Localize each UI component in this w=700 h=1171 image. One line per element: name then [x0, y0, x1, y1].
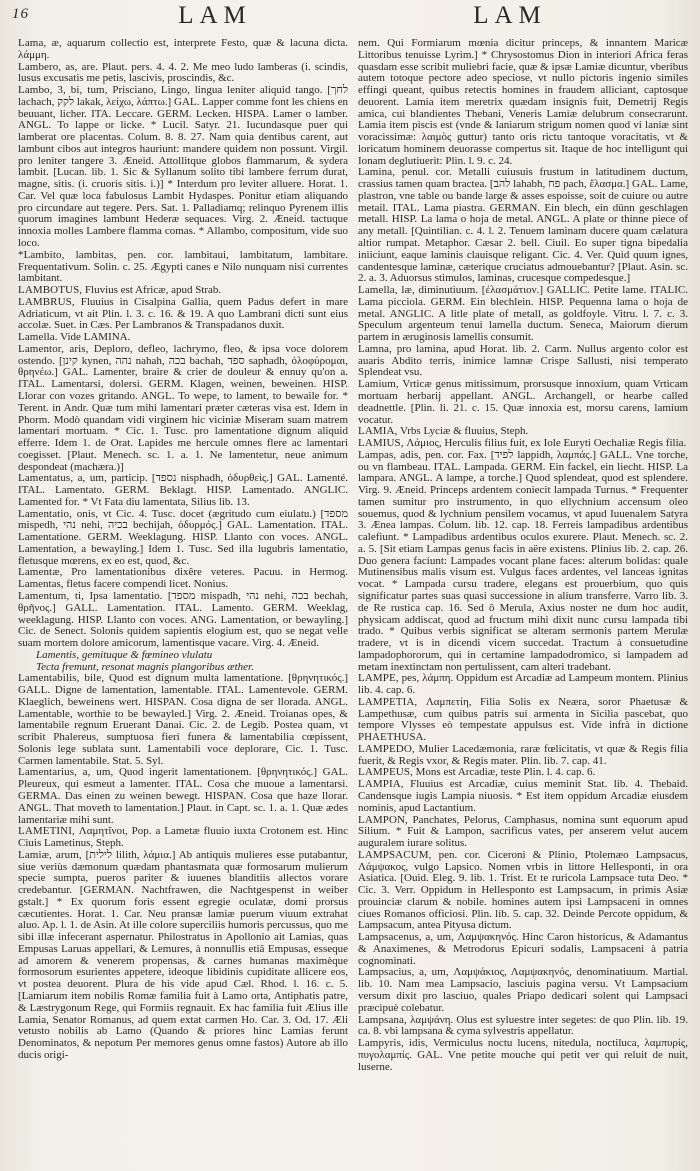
dictionary-entry [18, 85, 348, 250]
entry-headword: LAMIUS, [358, 437, 404, 450]
entry-headword: Lambo, 3, bi, tum, [18, 84, 108, 97]
dictionary-entry [18, 567, 348, 591]
dictionary-entry [358, 850, 688, 932]
entry-text: Mons est Arcadiæ, teste Plin. l. 4. cap. 6. [415, 766, 596, 779]
entry-headword: LAMPEUS, [358, 766, 413, 779]
dictionary-entry [358, 450, 688, 674]
entry-text: aquarum collectio est, interprete Festo, quæ & lacuna dicta. λάμμη. [18, 38, 348, 61]
entry-text: Λαμητῖνοι, Pop. a Lametæ fluuio iuxta Crotonem est. Hinc Ciuis Lametinus, Steph. [18, 825, 348, 850]
dictionary-entry [358, 38, 688, 167]
entry-headword: Lamella, læ, [358, 284, 415, 297]
dictionary-entry [358, 379, 688, 426]
dictionary-entry [18, 850, 348, 1062]
entry-text: Panchates, Pelorus, Camphasus, nomina sunt equorum apud Silium. * Fuit & Lampon, sacrificus vates, per anserem velut aucem auguralem iurare solitus. [358, 813, 688, 850]
running-head-right: LAM [473, 2, 547, 29]
dictionary-entry [358, 1038, 688, 1073]
entry-headword: Lambero, as, are. [18, 60, 99, 73]
entry-headword: Lampsacenus, a, um, [358, 931, 454, 944]
entry-text: pen. cor. Fax. [לפיד lappidh, λαμπάς.] GALL. Vne torche, ou vn flambeau. ITAL. Lampada. GERM. Ein fackel, ein liecht. HISP. La lampara. ANGL. A lampe, a torche.] Quod splendeat, quod est splendere. Virg. 9. Æneid. Princeps ardentem coniecit lampada Turnus. * Frequenter tamen sumitur pro instrumento, in quo ellychnium accensum oleo souemus, quod & lychnium pensilem vocamus, vt apud Iuuenalem Satyra 3. Ænea lampas. Colum. lib. 12. cap. 18. Ferreis lampadibus ardentibus calefiunt. * Lampadibus ardentibus oculos exurere. Plaut. Menech. sc. 2. a. 5. [Sit etiam Lampas genus facis in aëre existens. Plinius lib. 2. cap. 26. Duo genera faciunt: Lampades vocant plane faces: alterum bolidas: quale Mutinensibus malis visum est. Vulgus faces ardentes, vel lanceas ignitas vocat. * Lampada cursu tradere, elegans est prouerbium, quo quis significatur partes suas quasi successione in alium transferre. Varro lib. 3. de Re rustica cap. 16. Sed ô Merula, Axius noster ne dum hoc audit, physicam addiscat, quod ad fructum mihi dixit nunc cursu lampada tibi trado. * Quibus verbis significat se alteram sermonis partem Merulæ tradere, vt is in dicendi vicem succedat. Tractum à consuetudine lampadophororum, qui in certamine lampadodromico, si lampadem ad metam inextinctam non pertulissent, cam alteri tradebant. [358, 448, 688, 673]
dictionary-entry [18, 767, 348, 826]
entry-text: λάμπη. Oppidum est Arcadiæ ad Lampeum montem. Plinius lib. 4. cap. 6. [358, 672, 688, 697]
entry-text: Λαμψάκιος, Λαμψακηνός, denominatiuum. Martial. lib. 10. Nam mea Lampsacio, lasciuis pagina versu. Vt Lampsacium versum dixit pro lasciuo, quales Priapo dedicari solent qui Lampsaci præcipuè colebatur. [358, 966, 688, 1014]
entry-headword: Lamna, [358, 342, 392, 355]
right-column [358, 38, 688, 1164]
entry-text: Deploro, defleo, lachrymo, fleo, & ipsa voce dolorem ostendo. [קינן kynen, נהה nahah, בכה bachah, ספד saphadh, ὀλοφύρομαι, θρηνέω.] GAL. Lamenter, braire & crier de douleur & ennuy qu'on a. ITAL. Lamentarsi, dolersi. GERM. Klagen, weinen, beweinen. HISP. Llorar con vozes gritando. ANGL. To wepe, to lament, to bewaile for. * Terent. in Andr. Quæ tum mihi lamentari præter cæteras visa est. Idem in Phorm. Modò quandam vidi virginem hic viciniæ Miseram suam matrem lamentari mortuam. * Cic. 1. Tusc. pro lamentatione dignum aliquid efferre. Idem 1. de Orat. Lapides me hercule omnes flere ac lamentari coegisset. [Plaut. Menech. sc. 1. a. 1. Ne lamentetur, neue animum despondeat (machæra.)] [18, 342, 348, 473]
entry-text: diminutiuum. [ἐλασμάτιον.] GALLIC. Petite lame. ITALIC. Lama picciola. GERM. Ein blechlein. HISP. Pequenna lama o hoja de metal. ANGLIC. A litle plate of metall, as goldfoyle. Vitru. l. 7. c. 3. Speculum argenteum tenui lamella ductum. Seneca, Maiorum dierum partem in æruginosis lamellis consumit. [358, 284, 688, 344]
left-column [18, 38, 348, 1164]
entry-text: Pro lamentationibus dixêre veteres. Pacuu. in Hermog. Lamentas, fletus facere compendi licet. Nonius. [18, 566, 348, 591]
entry-headword: LAMBOTUS, [18, 284, 83, 297]
entry-headword: LAMETINI, [18, 825, 75, 838]
entry-text: Mulier Lacedæmonia, raræ fœlicitatis, vt quæ & Regis filia fuerit, & Regis vxor, & Regis mater. Plin. lib. 7. cap. 41. [358, 742, 688, 767]
dictionary-entry [358, 1015, 688, 1039]
dictionary-entry [358, 744, 688, 768]
dictionary-entry [358, 932, 688, 967]
entry-headword: LAMIA, [358, 425, 398, 438]
entry-text: Vide LAMINA. [60, 331, 131, 344]
entry-headword: Lamina, [358, 166, 396, 179]
entry-headword: Lampsana, [358, 1013, 407, 1026]
dictionary-entry [358, 815, 688, 850]
entry-headword: Lamentabilis, bile, [18, 672, 105, 685]
entry-headword: LAMPIA, [358, 778, 404, 791]
entry-text: Fluuius in Cisalpina Gallia, quem Padus defert in mare Adriaticum, vt ait Plin. l. 3. c. 16. & 19. A quo Lambrani dicti sunt eius accolæ. Suet. in Cæs. Per Lambranos & Transpadanos duxit. [18, 295, 348, 332]
dictionary-entry [18, 673, 348, 767]
dictionary-entry [358, 167, 688, 285]
dictionary-entry [18, 509, 348, 568]
dictionary-entry [18, 62, 348, 86]
dictionary-entry [18, 38, 348, 62]
entry-headword: LAMPSACUM, [358, 848, 432, 861]
verse-line: Tecta fremunt, resonat magnis plangoribus æther. [36, 660, 254, 673]
dictionary-entry [18, 591, 348, 650]
entry-text: vt Cic. 4. Tusc. docet (ægritudo cum eiulatu.) [מספד mispedh, נהי nehi, בכיה bechijah, ὀδυρμός.] GAL. Lamentation. ITAL. Lamentatione. GERM. Weeklagung. HISP. Llanto con voces. ANGL. Lamentation, a bewayling.] Idem 1. Tusc. Sed illa lugubris lamentatio, fletusque mœrens, ex eo est, quod, &c. [18, 507, 348, 567]
entry-text: Quod ingerit lamentationem. [θρηνητικός.] GAL. Pleureux, qui esmeut a lamenter. ITAL. Cosa che muoue a lamentarsi. GERMA. Das einen zu weinen bewegt. HISPAN. Cosa que haze llorar. ANGL. That moveth to lamentation.] Plaut. in Capt. sc. 1. a. 1. Quæ ædes lamentariæ mihi sunt. [18, 766, 348, 826]
entry-headword: Lamium, [358, 378, 399, 391]
entry-headword: Lamiæ, arum, [18, 848, 82, 861]
entry-text: Plaut. pers. 4. 4. 2. Me meo ludo lamberas (i. scindis, lusus excusatis me petis, lascivis, proscindis, &c. [18, 60, 348, 85]
entry-text: Ipsa lamentatio. [מספד mispadh, נהי nehi, בכה bechah, θρῆνος.] GALL. Lamentation. ITAL. Lamento. GERM. Weeklag, weeklagung. HISP. Llanto con voces. ANG. Lamentation, or bewayling.] Cic. de Senect. Solonis quidem sapientis elogium est, quo se negat velle suam mortem dolore amicorum, lamentisque vacare. Virg. 4. Æneid. [18, 589, 348, 650]
entry-text: λαμψάνη. Olus est syluestre inter segetes: de quo Plin. lib. 19. ca. 8. vbi lampsana & cyma sylvestris appellatur. [358, 1013, 688, 1038]
entry-text: pen. cor. Ciceroni & Plinio, Ptolemæo Lampsacus, Λάμψακος, vulgo Lapsico. Nomen vrbis in littore Hellesponti, in ora Asiatica. [Ouid. Eleg. 9. lib. 1. Trist. Et te ruricola Lampsace tuta Deo. * Cic. 3. Verr. Oppidum in Hellesponto est Lampsacum, in primis Asiæ prouinciæ clarum & nobile. homines autem ipsi Lampsaceni in omnes ciues Romanos officiosi. Plin. lib. 5. cap. 32. Deinde Percote oppidum, & Lampsacum, antea Pityusa dictum. [358, 848, 688, 932]
dictionary-entry [18, 826, 348, 850]
dictionary-entry [358, 344, 688, 379]
entry-text: Vermiculus noctu lucens, nitedula, noctiluca, λαμπυρίς, πυγολαμπίς. GAL. Vne petite mouche qui petit ver qui reluit de nuit, luserne. [358, 1037, 688, 1073]
entry-text: Quod est dignum multa lamentatione. [θρηνητικός.] GALL. Digne de lamentation, lamentable. ITAL. Lamentevole. GERM. Klaeglich, beweinens wert. HISPAN. Cosa digna de ser llorada. ANGL. Lamentable, worthie to be bewayled.] Virg. 2. Æneid. Troianas opes, & lamentabile regnum Eruerant Danai. Cic. 2. de Legib. Postea quam, vt scribit Phalereus, sumptuosa fieri funera & lamentabilia cœpissent, Solonis lege sublata sunt. Lamentabili voce deplorare, Cic. 1. Tusc. Carmen lamentabile. Stat. 5. Syl. [18, 672, 348, 767]
entry-headword: *Lambito, lambitas, [18, 248, 117, 261]
verse-line: Lamentis, gemituque & fœmineo vlulatu [36, 648, 213, 661]
entry-headword: Lamentatus, a, um, [18, 472, 107, 485]
entry-text: Λαμψακηνός. Hinc Caron historicus, & Adamantus & Anaximenes, & Metrodorus Epicuri sodalis, Lampsaceni à patria cognominati. [358, 931, 688, 967]
entry-text: [לילית lilith, λάμια.] Ab antiquis mulieres esse putabantur, siue veriùs dæmonum quædam phantasmata quæ formosarum mulierum specie sumpta, pueros pariter & iuuenes blanditiis allectos vorare credebantur. [GERMAN. Nachtfrawen, die Nachtgespenst in weiber gstalt.] * Ex quorum foris essent egregie oculatæ, domi prorsus cæcutientes. Horat. 1. Car. Neu pransæ lamiæ puerum viuum extrahat aluo. Ap. l. 1. de Asin. At ille colore superciliis humoris percussus, quo me sibi illæ infecerant aspernatur. Philostratus in Apollonio ait Lamias, quas Empusas Laruas appellari, & Lemures, à nonnullis etiã Empusas, esseque ad amorem & venerem propensas, & carnes humanas maximèque formosorum esurientes appetere, ideoque libidinis cupiditate allicere eos, vt postea deuorent. Plura de his vide apud Cæl. Rhod. l. 16. c. 5. [Lamiarum item nobilis Romæ familia fuit à Lamo orta, Antiphatis patre, & Læstrygonum Rege, qui Formiis regnauit. Ex hac familia fuit Ælius ille Lamia, Senator Romanus, ad quem extat carmen Ho. Car. 3. Od. 17. Æli vetusto nobilis ab Lamo (Quando & priores hinc Lamias ferunt Denominatos, & nepotum Per memores genus omne fastos) Autore ab illo ducis origi- [18, 848, 348, 1061]
entry-text: Vrbs Lyciæ & fluuius, Steph. [399, 425, 529, 438]
entry-text: Fluvius est Africæ, apud Strab. [84, 284, 222, 297]
entry-headword: LAMPON, [358, 813, 408, 826]
entry-text: Prisciano, Lingo, lingua leniter aliquid tango. [לחך lachach, לקק lakak, λείχω, λάπτω.] GAL. Lapper comme font les chiens en beuuant, licher. ITA. Leccare. GERM. Lecken. HISPA. Lamer o lamber. ANGL. To lappe or licke. * Lucil. Satyr. 21. Iucundasque puer qui lamberat ore placentas. Colum. 8. 8. 27. Nam quia dentibus carent, aut lambunt cibos aut integros hauriunt: mandere quidem non possunt. Virgil. pro leniter tangere 3. Æneid. Attollitque globos flammarum, & sydera lambit. [Lucan. lib. 1. Sic & Syllanum solito tibi lambere ferrum durat, magne, sitis. (i. cruoris sitis. i.)] * Interdum pro leviter alluere. Horat. 1. Car. Vel quæ loca fabulosus Lambit Hydaspes. Ponitur etiam aliquando pro circundare aut tegere. Pers. Sat. 1. Palladiamq; relinquo Pyrenem illis quorum imagines lambunt Hederæ sequaces. Virg. 2. Æneid. tactuque innoxia molles Lambere flamma comas. * Allambo, compositum, vide suo loco. [18, 84, 348, 250]
entry-text: penul. cor. Metalli cuiusuis frustum in latitudinem ductum, crassius tamen quam bractea. [להב lahabh, פח pach, ἔλασμα.] GAL. Lame, plastron, vne table ou bande large & asses espoisse, soit de cuiure ou autre metail. ITAL. Lama piastra. GERMAN. Ein blech, ein dünn geschlagen metall. HISP. La lama o hoja de metal. ANGL. A plate or thinne piece of any metall. [Quintilian. c. 4. l. 2. Tenuem laminam ducere quam cælatura altior rumpat. Metaphor. Cæsar 2. bell. Ciuil. Eo super tigna bipedalia iniiciunt, eaque laminis clauisque religant. Cic. 4. Ver. Quid quum ignes, candentesque laminæ, cæterique cruciatus admouebantur? [Plaut. Asin. sc. 2. a. 3. Aduorsus stimulos, laminas, crucesque compedesque.] [358, 166, 688, 285]
entry-headword: Lamentæ, [18, 566, 63, 579]
dictionary-entry [18, 250, 348, 285]
entry-text: Vrticæ genus mitissimum, prorsusque innoxium, quam Vrticam mortuam herbarij appellant. ANGL. Archangell, or hearbe called deadnettle. [Plin. li. 21. c. 15. Quæ innoxia est, morsu carens, lamium vocatur. [358, 378, 688, 426]
dictionary-entry [18, 297, 348, 332]
entry-headword: LAMPEDO, [358, 742, 415, 755]
entry-text: nem. Qui Formiarum mœnia dicitur princeps, & innantem Maricæ Littoribus tenuisse Lyrim.] * Chrysostomus Dion in interiori Africa feras quasdam esse scribit muliebri facie, quæ & ipsæ Lamiæ dicuntur, vberibus autem totoque pectore adeo speciose, vt nullo pictoris ingenio similes effingi queant, quibus retectis homines in fraudem alliciant, captosque deuorent. Lamia item meretrix quædam insignis fuit, Demetrij Regis amica, cui blandientes Thebani, Veneris Lamiæ delubrum consecrarunt. Lamia item piscis est (vnde & laniarum strigum nomen quod vi laniæ sint voracissimæ: λαιμὸς guttur) tanto oris rictu tantoque voracitatis, vt & loricatum hominem deuorasse compertus sit. Itaque de hoc intelligunt qui Ionam deglutiuerit: Plin. l. 9. c. 24. [358, 38, 688, 167]
entry-text: Λάμιος, Herculis filius fuit, ex Iole Euryti Oechaliæ Regis filia. [406, 437, 687, 450]
entry-headword: LAMPETIA, [358, 695, 418, 708]
entry-text: particip. [נספד nisphadh, ὀδυρθεὶς.] GAL. Lamenté. ITAL. Lamentato. GERM. Beklagt. HISP. Lamentado. ANGLIC. Lamented for. * Vt Fata diu lamentata, Silius lib. 13. [18, 472, 348, 508]
entry-text: Fluuius est Arcadiæ, cuius meminit Stat. lib. 4. Thebaid. Candensque iugis Lampia niuosis. * Est item oppidum Arcadiæ eiusdem nominis, apud Lactantium. [358, 778, 688, 814]
entry-headword: Lampsacius, a, um, [358, 966, 449, 979]
entry-headword: Lampyris, idis, [358, 1037, 429, 1050]
dictionary-entry [358, 967, 688, 1014]
entry-text: pro lamina, apud Horat. lib. 2. Carm. Nullus argento color est auaris Abdito terris, inimice lamnæ Crispe Sallusti, nisi temperato Splendeat vsu. [358, 342, 688, 379]
entry-headword: Lamentum, ti, [18, 589, 85, 602]
entry-headword: Lamentarius, a, um, [18, 766, 114, 779]
entry-headword: LAMPE, pes, [358, 672, 420, 685]
entry-headword: Lampas, adis, [358, 448, 422, 461]
dictionary-entry [358, 285, 688, 344]
verse-quotation [18, 650, 348, 674]
entry-headword: Lamella. [18, 331, 58, 344]
page-number: 16 [12, 6, 29, 22]
dictionary-entry [358, 673, 688, 697]
entry-text: pen. cor. lambitaui, lambitatum, lambitare. Frequentativum. Solin. c. 25. Ægypti canes e Nilo nunquam nisi currentes lambitant. [18, 248, 348, 285]
entry-headword: Lamentor, aris, [18, 342, 89, 355]
entry-headword: Lamentatio, onis, [18, 507, 99, 520]
dictionary-entry [358, 697, 688, 744]
entry-text: Λαμπετίη, Filia Solis ex Neæra, soror Phaetusæ & Lampethusæ, cum quibus patris sui armenta in Sicilia pascebat, quo tempore Vlysses eò tempestate appulsus est. Vide infrà in dictione PHAETHUSA. [358, 695, 688, 744]
running-head-left: LAM [178, 2, 252, 29]
dictionary-entry [18, 473, 348, 508]
entry-headword: Lama, æ, [18, 38, 62, 49]
dictionary-entry [358, 779, 688, 814]
dictionary-entry [18, 344, 348, 473]
entry-headword: LAMBRUS, [18, 295, 75, 308]
